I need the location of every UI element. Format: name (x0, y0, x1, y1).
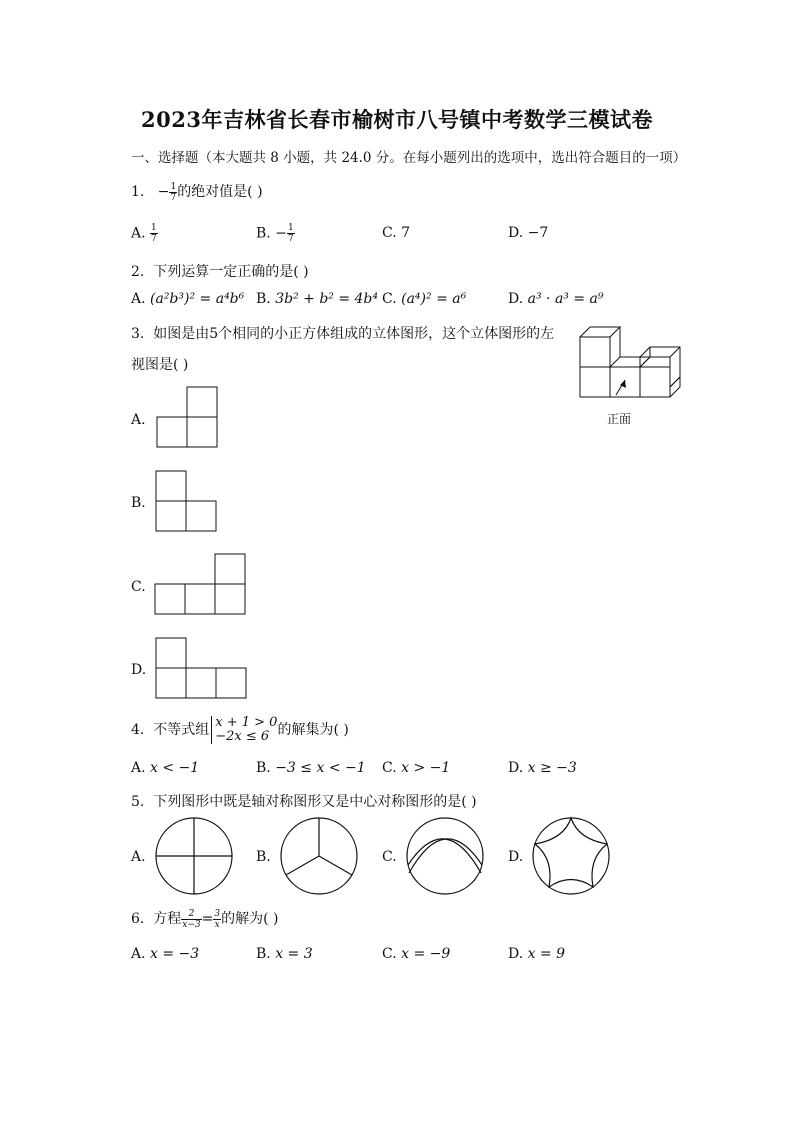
question-6: 6. 方程 $\frac{2}{x-3}$ = $\frac{3}{x}$ 的解为( ) (131, 908, 279, 930)
section-heading: 一、选择题（本大题共 8 小题，共 24.0 分。在每小题列出的选项中，选出符合题目的一项） (131, 150, 687, 166)
question-number: 1. (131, 184, 145, 200)
q2-option-c[interactable]: C. (a⁴)² = a⁶ (382, 291, 467, 307)
q3-option-c-label[interactable]: C. (131, 579, 146, 595)
question-4: 4. 不等式组 x + 1 > 0 −2x ≤ 6 的解集为( ) (131, 715, 349, 744)
q1-option-d[interactable]: D. −7 (508, 225, 549, 241)
q5-option-a-figure[interactable] (154, 817, 234, 897)
q3-option-c-figure[interactable] (153, 553, 249, 617)
q5-option-c-figure[interactable] (405, 817, 485, 897)
q1-option-b[interactable]: B. − $\frac{1}{7}$ (256, 223, 294, 244)
q5-option-b-label[interactable]: B. (256, 849, 271, 865)
q6-option-c[interactable]: C. x = −9 (382, 946, 451, 962)
q6-option-d[interactable]: D. x = 9 (508, 946, 566, 962)
q4-option-c[interactable]: C. x > −1 (382, 760, 451, 776)
q3-option-a-label[interactable]: A. (131, 412, 146, 428)
inequality-system: x + 1 > 0 −2x ≤ 6 (211, 716, 277, 744)
q2-option-a[interactable]: A. (a²b³)² = a⁴b⁶ (131, 291, 245, 307)
q3-option-a-figure[interactable] (155, 386, 221, 450)
q2-option-b[interactable]: B. 3b² + b² = 4b⁴ (256, 291, 379, 307)
question-1 (131, 181, 263, 203)
question-3-line2: 视图是( ) (131, 357, 189, 373)
q3-option-b-label[interactable]: B. (131, 495, 146, 511)
arrow-icon (616, 380, 626, 395)
q3-option-d-figure[interactable] (154, 637, 250, 701)
q4-option-b[interactable]: B. −3 ≤ x < −1 (256, 760, 366, 776)
q5-option-a-label[interactable]: A. (131, 849, 146, 865)
q1-option-a[interactable]: A. $\frac{1}{7}$ (131, 223, 157, 244)
fraction: $\frac{1}{7}$ (170, 181, 177, 203)
q1-option-c[interactable]: C. 7 (382, 225, 411, 241)
q4-option-a[interactable]: A. x < −1 (131, 760, 200, 776)
question-5: 5. 下列图形中既是轴对称图形又是中心对称图形的是( ) (131, 794, 477, 810)
q6-option-b[interactable]: B. x = 3 (256, 946, 313, 962)
q5-option-b-figure[interactable] (279, 817, 359, 897)
neg-sign: − (157, 184, 170, 200)
q6-option-a[interactable]: A. x = −3 (131, 946, 200, 962)
q2-option-d[interactable]: D. a³ · a³ = a⁹ (508, 291, 604, 307)
front-view-caption: 正面 (607, 412, 632, 426)
question-text-line1: 如图是由5个相同的小正方体组成的立体图形，这个立体图形的左 (153, 326, 555, 342)
question-text: 下列运算一定正确的是( ) (153, 264, 309, 280)
page-title: 2023年吉林省长春市榆树市八号镇中考数学三模试卷 (141, 107, 653, 132)
q5-option-c-label[interactable]: C. (382, 849, 397, 865)
q5-option-d-label[interactable]: D. (508, 849, 524, 865)
lhs-fraction: $\frac{2}{x-3}$ (182, 908, 201, 930)
cube-solid-figure (578, 325, 693, 425)
question-3: 3. 如图是由5个相同的小正方体组成的立体图形，这个立体图形的左 (131, 326, 555, 342)
rhs-fraction: $\frac{3}{x}$ (214, 908, 221, 930)
q3-option-b-figure[interactable] (154, 470, 220, 534)
q5-option-d-figure[interactable] (531, 817, 611, 897)
q3-option-d-label[interactable]: D. (131, 662, 147, 678)
q4-option-d[interactable]: D. x ≥ −3 (508, 760, 577, 776)
question-2: 2. 下列运算一定正确的是( ) (131, 264, 309, 280)
question-text: 的绝对值是( ) (177, 184, 263, 200)
